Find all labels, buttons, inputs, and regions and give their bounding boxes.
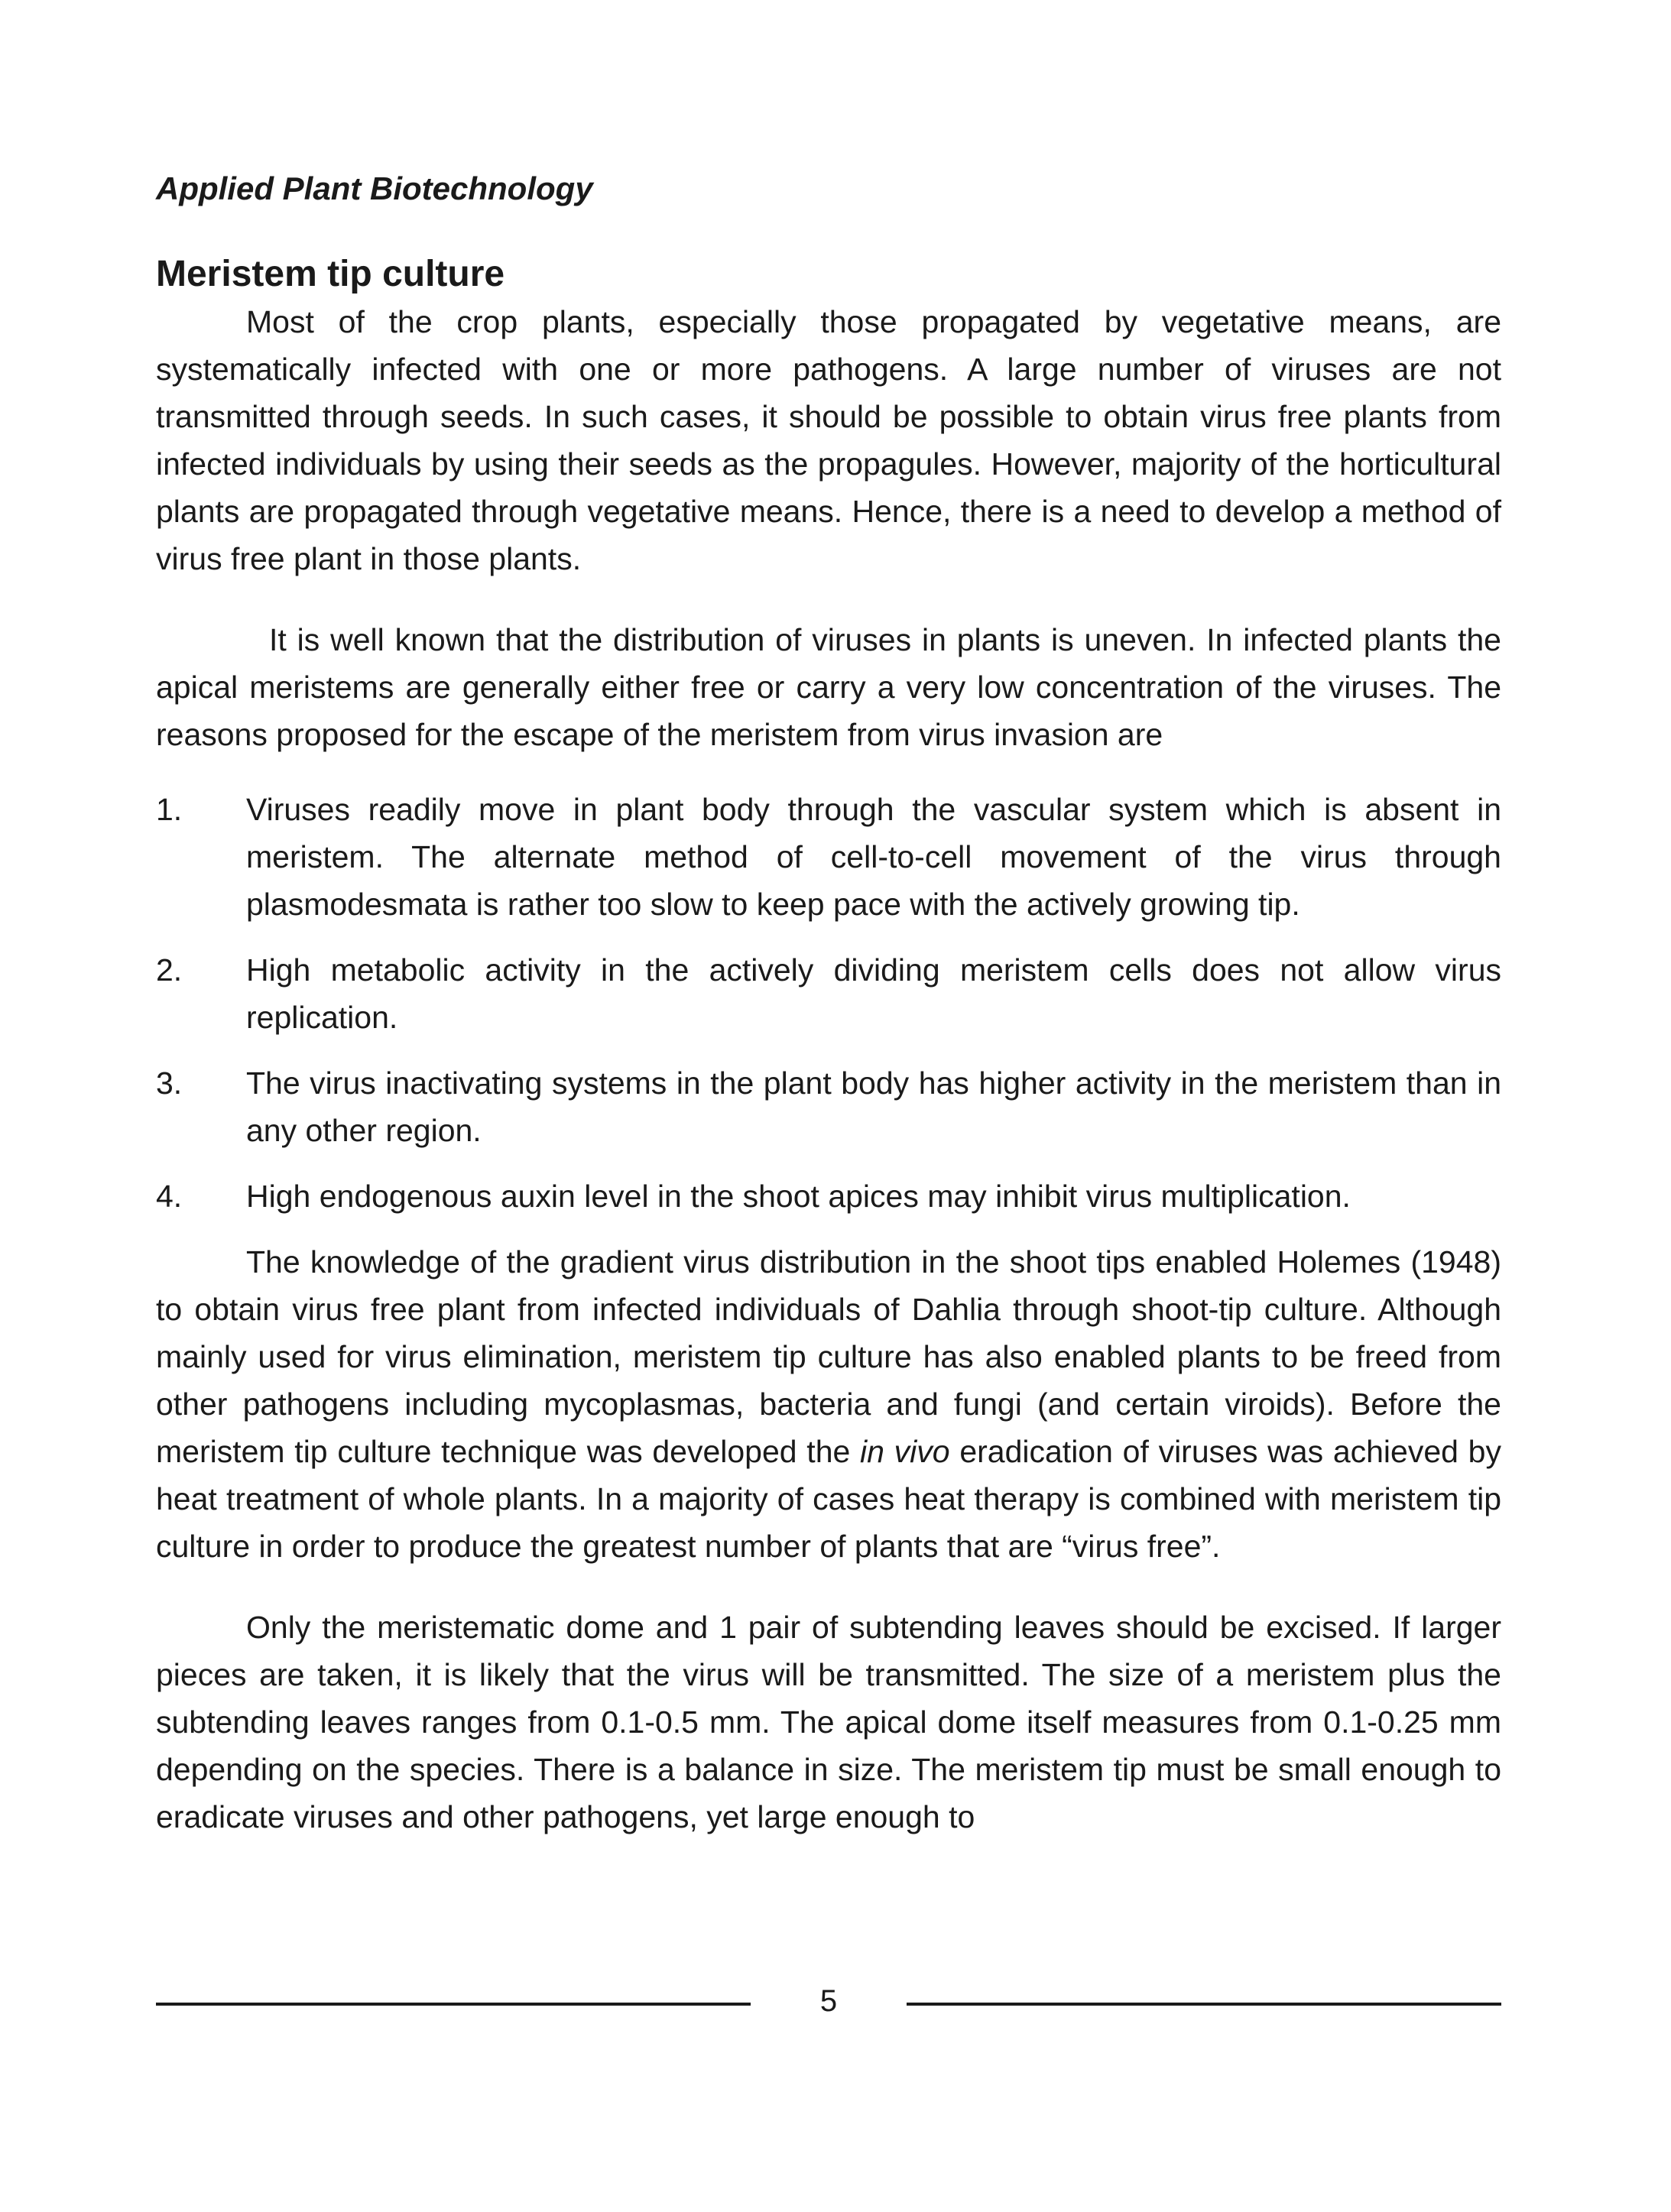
paragraph-excision: Only the meristematic dome and 1 pair of subtending leaves should be excised. If larger pieces are taken, it is likely that the virus will be transmitted. The size of a meristem plus the subtending leaves ranges from 0.1-0.5 mm. The apical dome itself measures from 0.1-0.25 mm depending on the species. There is a balance in size. The meristem tip must be small enough to eradicate viruses and other pathogens, yet large enough to [156, 1609, 1501, 1834]
reasons-list [156, 786, 1501, 1220]
list-item-text: High endogenous auxin level in the shoot apices may inhibit virus multiplication. [246, 1178, 1351, 1214]
paragraph-distribution: It is well known that the distribution of viruses in plants is uneven. In infected plants the apical meristems are generally either free or carry a very low concentration of the viruses. The reasons proposed for the escape of the meristem from virus invasion are [156, 621, 1501, 752]
section-title: Meristem tip culture [156, 254, 505, 295]
list-item-number: 3. [156, 1065, 183, 1101]
footer-rule-right [907, 2003, 1501, 2006]
list-item [156, 946, 1501, 1041]
list-item-text: Viruses readily move in plant body through the vascular system which is absent in meristem. The alternate method of cell-to-cell movement of the virus through plasmodesmata is rather too slow to keep pace with the actively growing tip. [246, 791, 1501, 922]
list-item-text: High metabolic activity in the actively dividing meristem cells does not allow virus replication. [246, 952, 1501, 1035]
page-body [156, 170, 1501, 1841]
list-item-number: 1. [156, 791, 183, 827]
list-item-number: 4. [156, 1178, 183, 1214]
paragraph-history-italic: in vivo [860, 1433, 950, 1469]
list-item [156, 1059, 1501, 1154]
paragraph-history-text-b: eradication of viruses was achieved by heat treatment of whole plants. In a majority of cases heat therapy is combined with meristem tip culture in order to produce the greatest number of plants that are “virus free”. [156, 1433, 1501, 1564]
list-item [156, 786, 1501, 928]
list-item-number: 2. [156, 952, 183, 988]
paragraph-history [156, 1238, 1501, 1570]
page-footer [156, 1972, 1501, 2033]
running-head: Applied Plant Biotechnology [156, 170, 593, 206]
list-item-text: The virus inactivating systems in the plant body has higher activity in the meristem than in any other region. [246, 1065, 1501, 1148]
list-item [156, 1172, 1501, 1220]
page-number: 5 [819, 1984, 838, 2018]
paragraph-history-text-a: The knowledge of the gradient virus distribution in the shoot tips enabled Holemes (1948) to obtain virus free plant from infected individuals of Dahlia through shoot-tip culture. Although mainly used for virus elimination, meristem tip culture has also enabled plants to be freed from other pathogens including mycoplasmas, bacteria and fungi (and certain viroids). Before the meristem tip culture technique was developed the [156, 1244, 1501, 1469]
paragraph-intro: Most of the crop plants, especially those propagated by vegetative means, are systematically infected with one or more pathogens. A large number of viruses are not transmitted through seeds. In such cases, it should be possible to obtain virus free plants from infected individuals by using their seeds as the propagules. However, majority of the horticultural plants are propagated through vegetative means. Hence, there is a need to develop a method of virus free plant in those plants. [156, 303, 1501, 576]
